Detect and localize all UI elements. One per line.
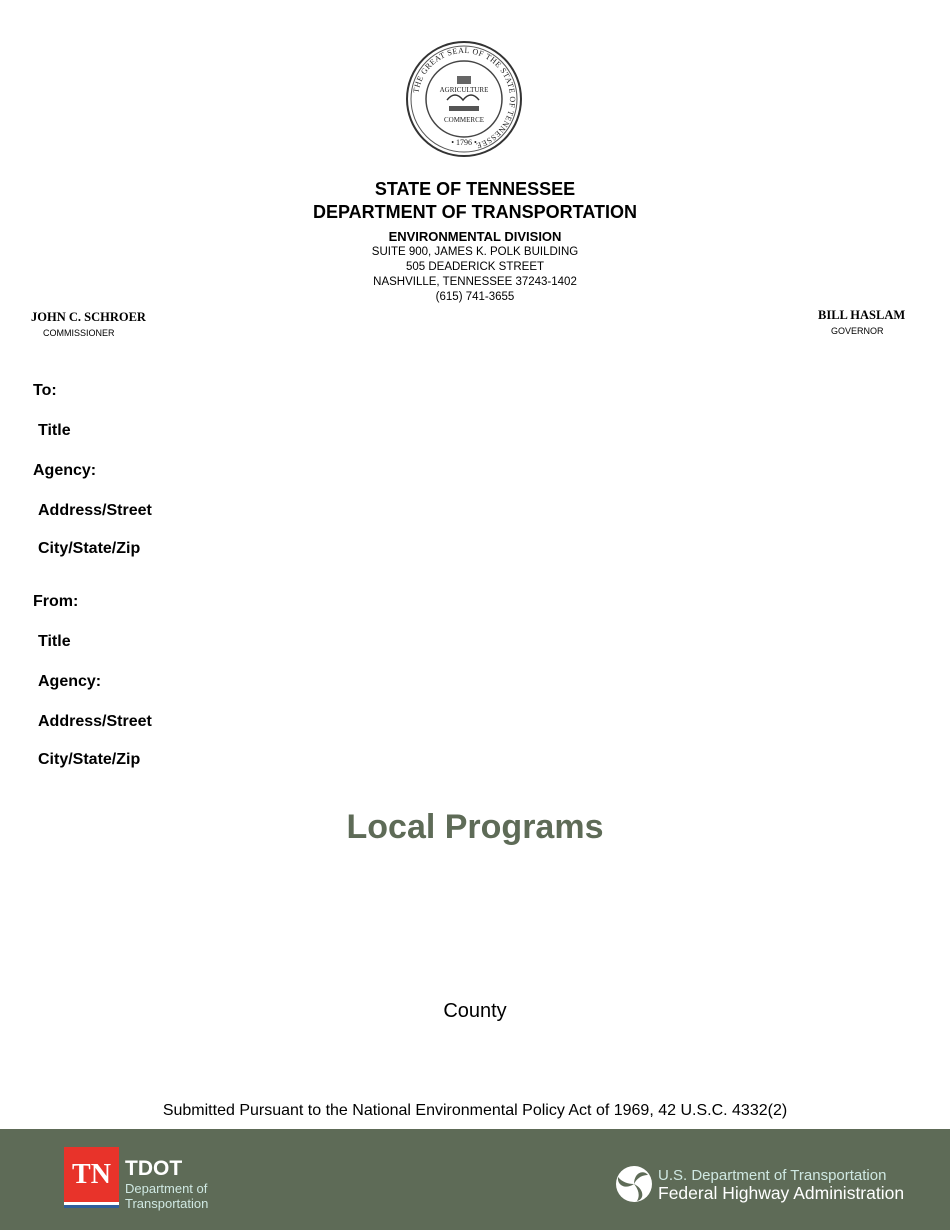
from-agency-label: Agency: <box>38 673 102 690</box>
governor-title: GOVERNOR <box>831 326 884 336</box>
commissioner-name: JOHN C. SCHROER <box>31 310 146 324</box>
from-city-label: City/State/Zip <box>38 751 141 768</box>
to-address-label: Address/Street <box>38 502 152 519</box>
usdot-name: U.S. Department of Transportation <box>658 1167 887 1184</box>
state-heading: STATE OF TENNESSEE <box>374 179 576 199</box>
from-title-label: Title <box>38 633 71 650</box>
phone-number: (615) 741-3655 <box>435 291 515 303</box>
to-agency-label: Agency: <box>33 462 97 479</box>
usdot-triskelion-icon <box>615 1165 653 1203</box>
address-line: NASHVILLE, TENNESSEE 37243-1402 <box>373 276 577 288</box>
tn-logo: TN <box>64 1147 119 1202</box>
commissioner-title: COMMISSIONER <box>43 328 115 338</box>
department-heading: DEPARTMENT OF TRANSPORTATION <box>313 202 637 222</box>
svg-text:THE GREAT SEAL OF THE STATE OF: THE GREAT SEAL OF THE STATE OF TENNESSEE <box>411 45 518 151</box>
address-line: 505 DEADERICK STREET <box>405 261 545 273</box>
to-title-label: Title <box>38 422 71 439</box>
county-label: County <box>443 1000 507 1022</box>
submitted-statement: Submitted Pursuant to the National Environmental Policy Act of 1969, 42 U.S.C. 4332(2) <box>162 1102 788 1119</box>
tdot-subtitle: Transportation <box>125 1196 209 1211</box>
to-label: To: <box>33 382 57 399</box>
governor-name: BILL HASLAM <box>818 308 906 322</box>
tn-logo-stripe <box>64 1205 119 1208</box>
svg-text:• 1796 •: • 1796 • <box>451 138 477 147</box>
from-label: From: <box>33 593 79 610</box>
from-address-label: Address/Street <box>38 713 152 730</box>
division-heading: ENVIRONMENTAL DIVISION <box>388 229 562 244</box>
svg-text:AGRICULTURE: AGRICULTURE <box>439 86 489 94</box>
to-city-label: City/State/Zip <box>38 540 141 557</box>
tennessee-seal-logo <box>405 40 523 158</box>
program-title: Local Programs <box>346 808 604 846</box>
tdot-subtitle: Department of <box>125 1181 208 1196</box>
tdot-name: TDOT <box>125 1157 183 1180</box>
svg-text:COMMERCE: COMMERCE <box>443 116 485 124</box>
address-line: SUITE 900, JAMES K. POLK BUILDING <box>371 246 579 258</box>
fhwa-name: Federal Highway Administration <box>658 1183 905 1203</box>
